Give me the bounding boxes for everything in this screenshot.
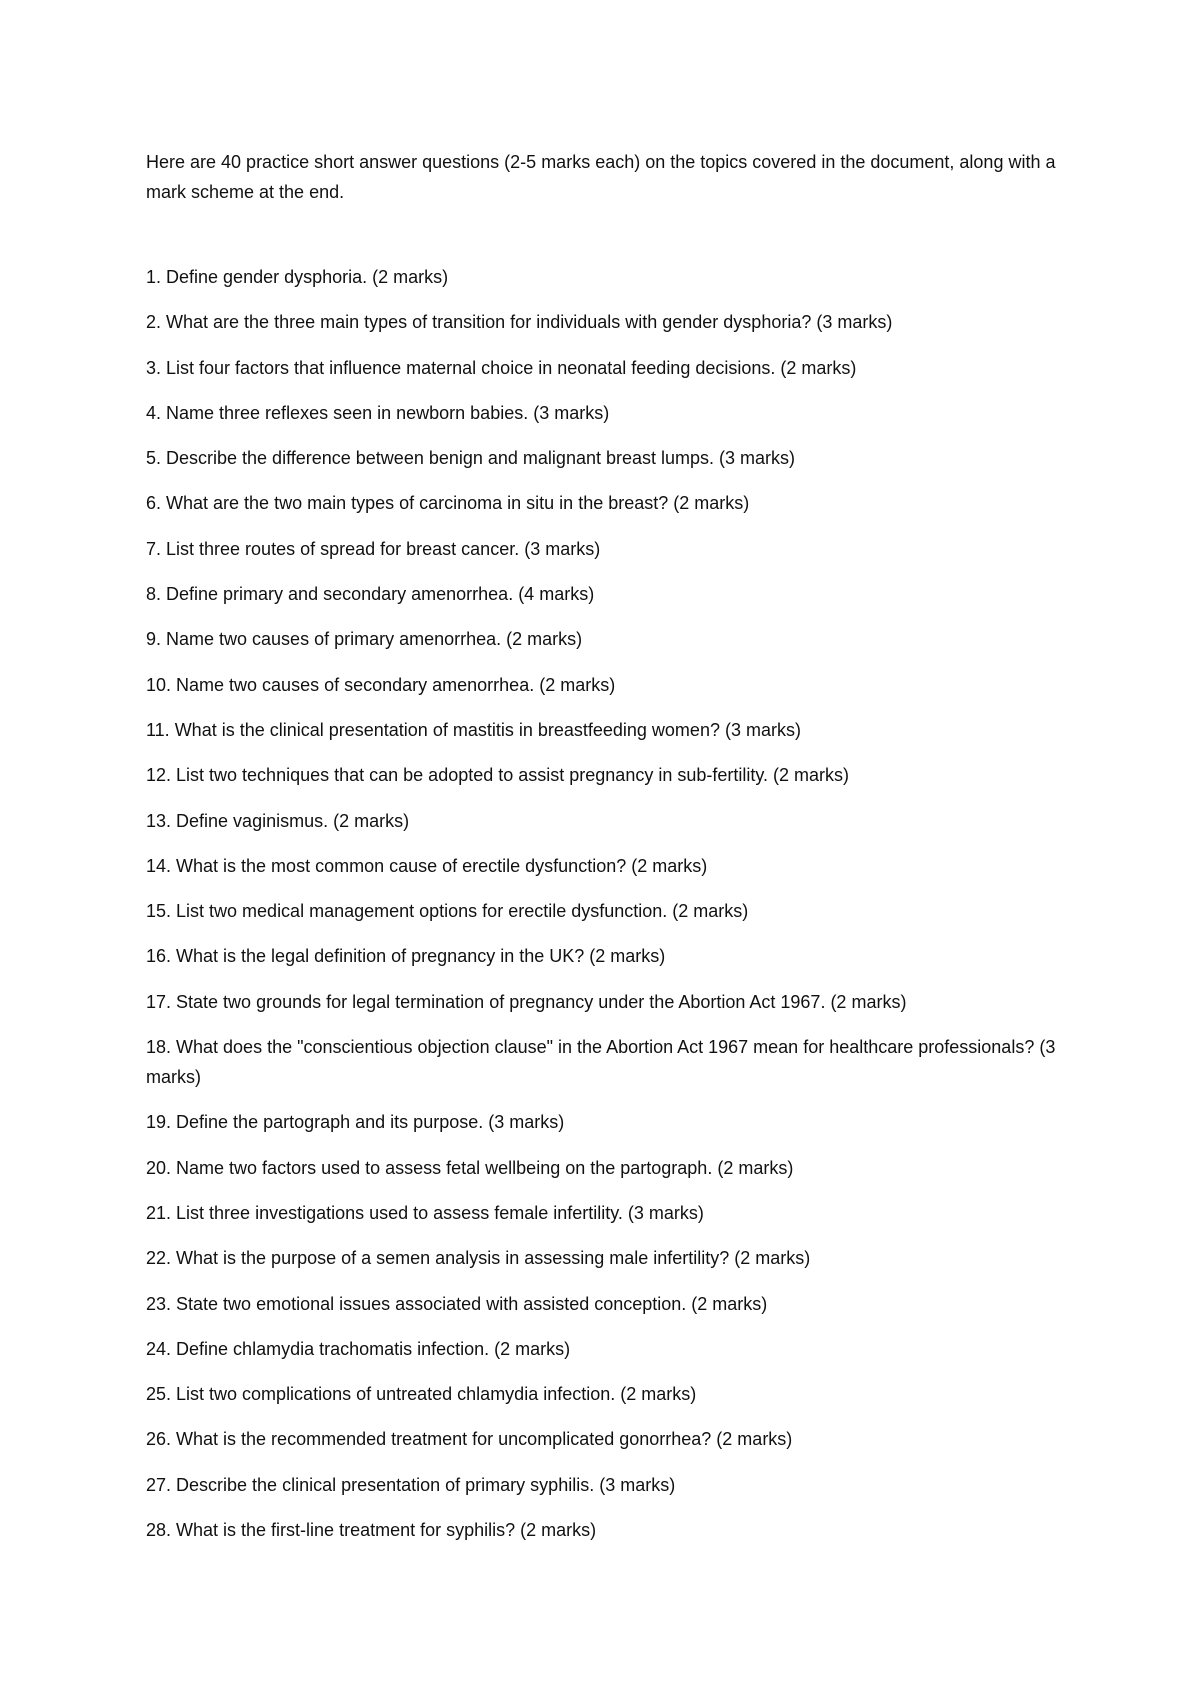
question-item: 11. What is the clinical presentation of mastitis in breastfeeding women? (3 marks) (146, 719, 801, 740)
question-item: 23. State two emotional issues associated with assisted conception. (2 marks) (146, 1293, 768, 1314)
question-item: 8. Define primary and secondary amenorrhea. (4 marks) (146, 584, 595, 605)
question-item: 19. Define the partograph and its purpose. (3 marks) (146, 1112, 565, 1133)
question-item: 9. Name two causes of primary amenorrhea. (2 marks) (146, 629, 583, 650)
question-item: 26. What is the recommended treatment for uncomplicated gonorrhea? (2 marks) (146, 1429, 793, 1450)
question-item: 12. List two techniques that can be adopted to assist pregnancy in sub-fertility. (2 marks) (146, 765, 850, 786)
question-item: 16. What is the legal definition of pregnancy in the UK? (2 marks) (146, 946, 666, 967)
question-item: 22. What is the purpose of a semen analysis in assessing male infertility? (2 marks) (146, 1248, 811, 1269)
question-item: 6. What are the two main types of carcinoma in situ in the breast? (2 marks) (146, 493, 750, 514)
question-list (146, 262, 1076, 1545)
question-item: 14. What is the most common cause of erectile dysfunction? (2 marks) (146, 855, 708, 876)
question-item: 4. Name three reflexes seen in newborn babies. (3 marks) (146, 402, 610, 423)
question-item: 18. What does the "conscientious objection clause" in the Abortion Act 1967 mean for healthcare professionals? (3 marks) (146, 1037, 1056, 1088)
question-item: 15. List two medical management options for erectile dysfunction. (2 marks) (146, 901, 749, 922)
document-content (146, 147, 1076, 1560)
question-item: 1. Define gender dysphoria. (2 marks) (146, 267, 449, 287)
question-item: 13. Define vaginismus. (2 marks) (146, 810, 410, 831)
intro-paragraph: Here are 40 practice short answer questions (2-5 marks each) on the topics covered in the document, along with a mark scheme at the end. (146, 152, 1056, 202)
question-item: 21. List three investigations used to assess female infertility. (3 marks) (146, 1202, 704, 1223)
question-item: 3. List four factors that influence maternal choice in neonatal feeding decisions. (2 marks) (146, 357, 857, 378)
question-item: 17. State two grounds for legal termination of pregnancy under the Abortion Act 1967. (2 marks) (146, 991, 907, 1012)
question-item: 28. What is the first-line treatment for syphilis? (2 marks) (146, 1520, 597, 1541)
question-item: 5. Describe the difference between benign and malignant breast lumps. (3 marks) (146, 448, 796, 469)
question-item: 2. What are the three main types of transition for individuals with gender dysphoria? (3 marks) (146, 312, 893, 333)
question-item: 7. List three routes of spread for breast cancer. (3 marks) (146, 538, 601, 559)
question-item: 24. Define chlamydia trachomatis infection. (2 marks) (146, 1338, 571, 1359)
question-item: 20. Name two factors used to assess fetal wellbeing on the partograph. (2 marks) (146, 1157, 794, 1178)
question-item: 27. Describe the clinical presentation of primary syphilis. (3 marks) (146, 1474, 676, 1495)
question-item: 25. List two complications of untreated chlamydia infection. (2 marks) (146, 1384, 697, 1405)
question-item: 10. Name two causes of secondary amenorrhea. (2 marks) (146, 674, 616, 695)
